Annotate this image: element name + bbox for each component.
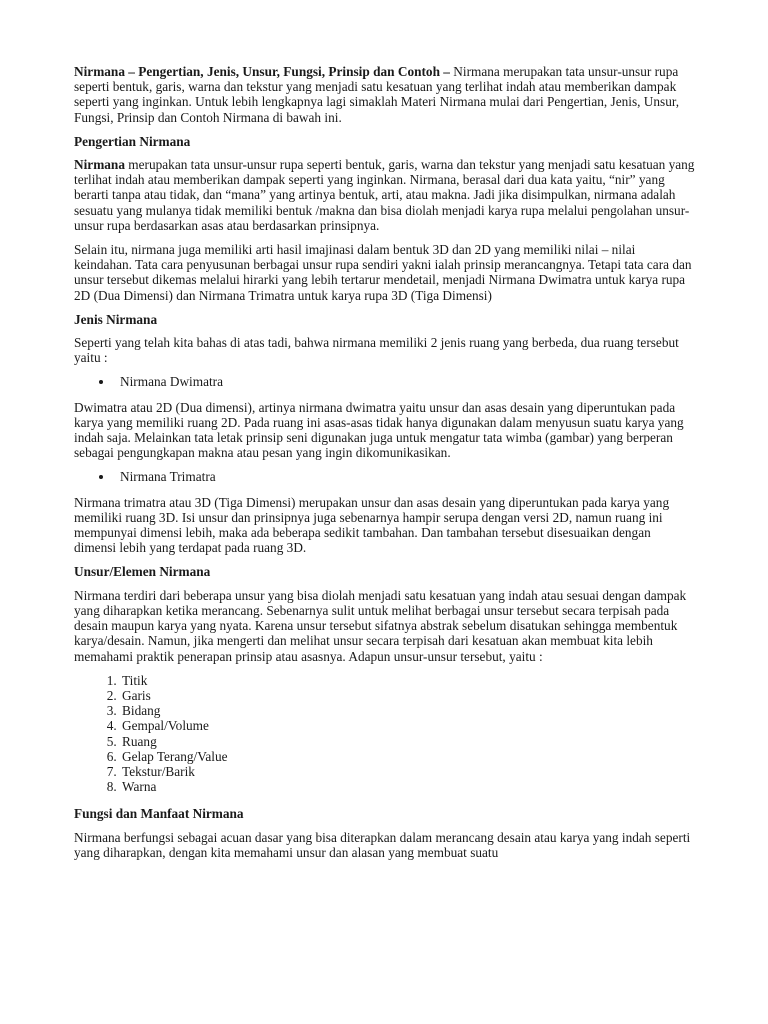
pengertian-paragraph-1 bbox=[74, 157, 696, 233]
list-item: 6. Gelap Terang/Value bbox=[120, 749, 696, 764]
unsur-list bbox=[74, 673, 696, 795]
list-item: 2. Garis bbox=[120, 688, 696, 703]
list-item: Nirmana Trimatra bbox=[74, 469, 696, 484]
heading-fungsi: Fungsi dan Manfaat Nirmana bbox=[74, 806, 244, 822]
list-item: 4. Gempal/Volume bbox=[120, 718, 696, 733]
jenis-list-trimatra bbox=[74, 469, 696, 484]
heading-pengertian: Pengertian Nirmana bbox=[74, 133, 191, 149]
pengertian-paragraph-2: Selain itu, nirmana juga memiliki arti hasil imajinasi dalam bentuk 3D dan 2D yang memiliki nilai – nilai keindahan. Tata cara penyusunan berbagai unsur rupa sendiri yakni ialah prinsip merancangnya. Tetapi tata cara dan unsur tersebut dikemas melalui hirarki yang lebih tertarur mendetail, menjadi Nirmana Dwimatra untuk karya rupa 2D (Dua Dimensi) dan Nirmana Trimatra untuk karya rupa 3D (Tiga Dimensi) bbox=[74, 242, 692, 303]
heading-unsur: Unsur/Elemen Nirmana bbox=[74, 564, 211, 580]
intro-text: Nirmana merupakan tata unsur-unsur rupa seperti bentuk, garis, warna dan tekstur yang menjadi satu kesatuan yang terlihat indah atau memberikan dampak seperti yang inginkan. Untuk lebih lengkapnya lagi simaklah Materi Nirmana mulai dari Pengertian, Jenis, Unsur, Fungsi, Prinsip dan Contoh Nirmana di bawah ini. bbox=[74, 64, 680, 125]
jenis-paragraph-3: Nirmana trimatra atau 3D (Tiga Dimensi) merupakan unsur dan asas desain yang diperuntukan pada karya yang memiliki ruang 3D. Isi unsur dan prinsipnya juga sebenarnya hampir serupa dengan versi 2D, namun ruang ini mempunyai dimensi lebih, maka ada beberapa sedikit tambahan. Dan tambahan tersebut disesuaikan dengan dimensi lebih yang terdapat pada ruang 3D. bbox=[74, 494, 670, 556]
pengertian-text-1: merupakan tata unsur-unsur rupa seperti bentuk, garis, warna dan tekstur yang menjadi satu kesatuan yang terlihat indah atau memberikan dampak seperti yang inginkan. Nirmana, berasal dari dua kata yaitu, “nir” yang berarti tanpa atau tidak, dan “mana” yang artinya bentuk, arti, atau makna. Jadi jika disimpulkan, nirmana adalah sesuatu yang mulanya tidak memiliki bentuk /makna dan bisa diolah menjadi karya rupa melalui pengolahan unsur-unsur rupa berdasarkan asas atau berdasarkan prinsipnya. bbox=[74, 157, 695, 233]
list-item: Nirmana Dwimatra bbox=[74, 374, 696, 389]
pengertian-lead: Nirmana bbox=[74, 157, 125, 173]
list-item: 3. Bidang bbox=[120, 703, 696, 718]
article-title: Nirmana – Pengertian, Jenis, Unsur, Fungsi, Prinsip dan Contoh – bbox=[74, 64, 450, 79]
list-item: 8. Warna bbox=[120, 779, 696, 794]
jenis-list-dwimatra bbox=[74, 374, 696, 389]
unsur-paragraph-1: Nirmana terdiri dari beberapa unsur yang bisa diolah menjadi satu kesatuan yang indah atau sesuai dengan dampak yang diharapkan ketika merancang. Sebenarnya sulit untuk melihat berbagai unsur tersebut secara terpisah pada desain maupun karya yang nyata. Karena unsur tersebut sifatnya abstrak sebelum disatukan sehingga membentuk karya/desain. Namun, jika mengerti dan melihat unsur secara terpisah dari kesatuan akan membuat kita lebih memahami praktik penerapan prinsip atau asasnya. Adapun unsur-unsur tersebut, yaitu : bbox=[74, 587, 687, 664]
list-item: 7. Tekstur/Barik bbox=[120, 764, 696, 779]
document-page bbox=[74, 64, 696, 869]
intro-paragraph bbox=[74, 64, 696, 125]
list-item: 5. Ruang bbox=[120, 734, 696, 749]
heading-jenis: Jenis Nirmana bbox=[74, 311, 158, 327]
jenis-paragraph-1: Seperti yang telah kita bahas di atas tadi, bahwa nirmana memiliki 2 jenis ruang yang berbeda, dua ruang tersebut yaitu : bbox=[74, 335, 679, 366]
jenis-paragraph-2: Dwimatra atau 2D (Dua dimensi), artinya nirmana dwimatra yaitu unsur dan asas desain yang diperuntukan pada karya yang memiliki ruang 2D. Pada ruang ini asas-asas tidak hanya digunakan dalam menyusun suatu karya yang indah saja. Melainkan tata letak prinsip seni digunakan juga untuk mengatur tata wimba (gambar) yang berperan sebagai pengungkapan makna atau pesan yang ingin dikomunikasikan. bbox=[74, 399, 684, 461]
list-item: 1. Titik bbox=[120, 673, 696, 688]
fungsi-paragraph-1: Nirmana berfungsi sebagai acuan dasar yang bisa diterapkan dalam merancang desain atau karya yang indah seperti yang diharapkan, dengan kita memahami unsur dan alasan yang membuat suatu bbox=[74, 829, 691, 860]
